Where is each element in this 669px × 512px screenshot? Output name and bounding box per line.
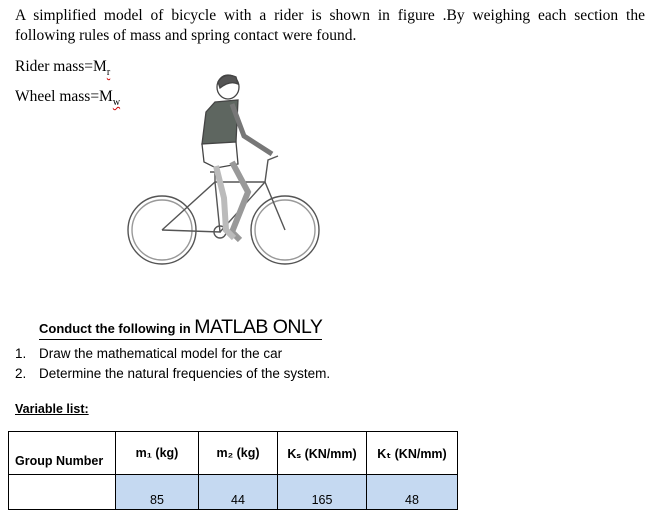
header-m2: m₂ (kg) <box>199 432 278 475</box>
rider-mass-label: Rider mass=M <box>15 58 107 75</box>
conduct-prefix: Conduct the following in <box>39 321 195 336</box>
task-item <box>15 344 330 364</box>
conduct-emphasis: MATLAB ONLY <box>194 316 323 338</box>
task-number: 1. <box>15 346 27 361</box>
cell-kt: 48 <box>367 475 458 510</box>
header-ks: Kₛ (KN/mm) <box>278 432 367 475</box>
rider-mass-line <box>15 58 110 78</box>
header-group-number: Group Number <box>9 432 116 475</box>
task-text: Determine the natural frequencies of the system. <box>39 366 331 381</box>
task-number: 2. <box>15 366 27 381</box>
conduct-heading <box>39 316 322 340</box>
task-list <box>15 344 330 384</box>
cell-m1: 85 <box>116 475 199 510</box>
task-item <box>15 364 330 384</box>
rider-mass-subscript: r <box>106 67 111 79</box>
bicycle-rider-figure <box>120 72 330 272</box>
wheel-mass-subscript: w <box>112 97 121 109</box>
wheel-mass-line <box>15 88 120 108</box>
table-row <box>9 475 458 510</box>
variable-table <box>8 431 458 510</box>
header-kt: Kₜ (KN/mm) <box>367 432 458 475</box>
cell-ks: 165 <box>278 475 367 510</box>
header-m1: m₁ (kg) <box>116 432 199 475</box>
wheel-mass-label: Wheel mass=M <box>15 88 113 105</box>
cell-m2: 44 <box>199 475 278 510</box>
cell-group-number <box>9 475 116 510</box>
table-header-row <box>9 432 458 475</box>
task-text: Draw the mathematical model for the car <box>39 346 283 361</box>
intro-paragraph: A simplified model of bicycle with a rider is shown in figure .By weighing each section the following rules of mass and spring contact were found. <box>15 7 645 44</box>
variable-list-heading: Variable list: <box>15 402 89 416</box>
